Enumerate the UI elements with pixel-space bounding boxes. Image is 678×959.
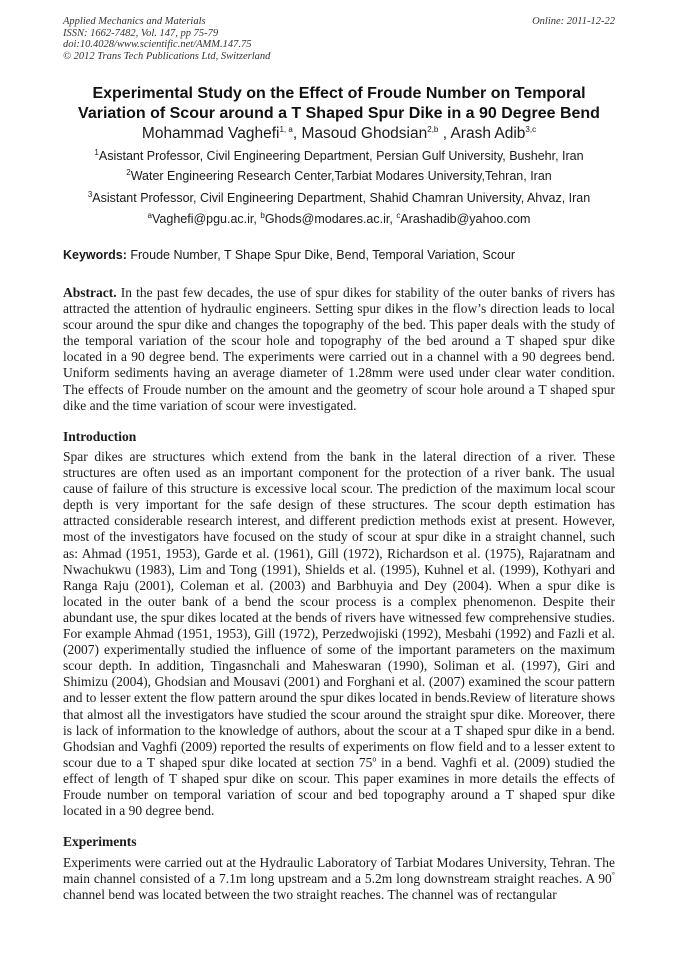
author-2-sup: 2,b <box>427 124 439 134</box>
abstract <box>63 285 615 414</box>
journal-header <box>63 16 615 62</box>
degree-sup: o <box>372 754 377 764</box>
author-separator: , <box>292 125 302 142</box>
journal-doi: doi:10.4028/www.scientific.net/AMM.147.75 <box>63 39 252 50</box>
affiliation-1-number: 1 <box>94 147 99 157</box>
affiliation-1 <box>40 149 638 164</box>
introduction-heading: Introduction <box>63 429 137 444</box>
journal-issn: ISSN: 1662-7482, Vol. 147, pp 75-79 <box>63 27 219 39</box>
degree-sup: ° <box>611 870 615 880</box>
journal-name: Applied Mechanics and Materials <box>63 16 206 27</box>
abstract-text: In the past few decades, the use of spur dikes for stability of the outer banks of rivers has attracted the attention of hydraulic engineers. Setting spur dikes in the flow’s direction leads to local scour around the spur dike and changes the topography of the bed. This paper deals with the study of the temporal variation of the scour hole and topography of the bed around a T shaped spur dike located in a 90 degree bend. The experiments were carried out in a channel with a 90 degrees bend. Uniform sediments having an average diameter of 1.28mm were used under clear water condition. The effects of Froude number on the amount and the geometry of scour hole around a T shaped spur dike and the time variation of scour were investigated. <box>63 285 615 413</box>
abstract-label: Abstract. <box>63 285 117 300</box>
author-3-sup: 3,c <box>525 124 537 134</box>
author-list <box>40 124 638 143</box>
keywords-text: Froude Number, T Shape Spur Dike, Bend, Temporal Variation, Scour <box>126 248 516 262</box>
affiliation-2-number: 2 <box>126 167 131 177</box>
email-a-sup: a <box>147 210 152 220</box>
author-separator: , <box>442 125 451 142</box>
experiments-text-part-2: channel bend was located between the two straight reaches. The channel was of rectangular <box>63 887 557 903</box>
affiliation-2 <box>40 169 638 184</box>
keywords-label: Keywords: <box>63 248 127 262</box>
experiments-text-part-1: Experiments were carried out at the Hydraulic Laboratory of Tarbiat Modares University, Tehran. The main channel consisted of a 7.1m long upstream and a 5.2m long downstream straight reaches. A 90 <box>63 855 615 887</box>
affiliation-3 <box>40 191 638 206</box>
experiments-text <box>63 855 615 903</box>
journal-copyright: © 2012 Trans Tech Publications Ltd, Switzerland <box>63 50 271 62</box>
email-line <box>40 212 638 227</box>
introduction-text <box>63 449 615 819</box>
affiliation-3-text: Asistant Professor, Civil Engineering Department, Shahid Chamran University, Ahvaz, Iran <box>92 191 591 205</box>
author-1-sup: 1, a <box>279 124 293 134</box>
affiliation-3-number: 3 <box>87 189 93 199</box>
email-b-sup: b <box>260 210 265 220</box>
affiliation-2-text: Water Engineering Research Center,Tarbiat Modares University,Tehran, Iran <box>130 169 552 183</box>
introduction-text-part-1: Spar dikes are structures which extend from the bank in the lateral direction of a river. These structures are often used as an important component for the protection of a river bank. The usual cause of failure of this structure is excessive local scour. The prediction of the maximum local scour depth is very important for the safe design of these structures. The scour depth estimation has attracted considerable research interest, and different prediction methods exist at present. However, most of the investigators have focused on the study of scour at spur dike in a straight channel, such as: Ahmad (1951, 1953), Garde et al. (1961), Gill (1972), Richardson et al. (1975), Rajaratnam and Nwachukwu (1983), Lim and Tong (1991), Shields et al. (1995), Kuhnel et al. (1999), Kothyari and Ranga Raju (2001), Coleman et al. (2003) and Barbhuyia and Dey (2004). When a spur dike is located in the outer bank of a bend the scour process is a complex phenomenon. Despite their abundant use, the spur dikes located at the bends of rivers have witnessed few comprehensive studies. For example Ahmad (1951, 1953), Gill (1972), Perzedwojiski (1992), Mesbahi (1992) and Fazli et al. (2007) experimentally studied the influence of some of the important parameters on the maximum scour depth. In addition, Tingasnchali and Maheswaran (1990), Soliman et al. (1997), Giri and Shimizu (2004), Ghodsian and Mousavi (2001) and Forghani et al. (2007) examined the scour pattern and to lesser extent the flow pattern around the spur dikes located in bends.Review of literature shows that almost all the investigators have studied the scour around the straight spur dike. Moreover, there is lack of information to the knowledge of authors, about the scour at a T shaped spur dike in a bend. Ghodsian and Vaghfi (2009) reported the results of experiments on flow field and to a lesser extent to scour due to a T shaped spur dike located at section 75 <box>63 449 615 770</box>
email-c-sup: c <box>396 210 401 220</box>
online-date: Online: 2011-12-22 <box>532 16 615 27</box>
introduction-text-part-2: in a bend. Vaghfi et al. (2009) studied the effect of length of T shaped spur dike on scour. This paper examines in more details the effects of Froude number on temporal variation of scour and bed topography around a T shaped spur dike located in a 90 degree bend. <box>63 754 615 819</box>
email-a[interactable]: Vaghefi@pgu.ac.ir, <box>152 212 261 226</box>
author-2: Masoud Ghodsian <box>301 125 428 142</box>
author-3: Arash Adib <box>450 125 526 142</box>
experiments-heading: Experiments <box>63 834 137 849</box>
affiliation-1-text: Asistant Professor, Civil Engineering Department, Persian Gulf University, Bushehr, Iran <box>98 149 584 163</box>
author-1: Mohammad Vaghefi <box>141 125 280 142</box>
keywords <box>63 248 615 263</box>
email-c[interactable]: Arashadib@yahoo.com <box>400 212 531 226</box>
email-b[interactable]: Ghods@modares.ac.ir, <box>264 212 397 226</box>
paper-title <box>50 84 628 124</box>
title-line-2: Variation of Scour around a T Shaped Spur Dike in a 90 Degree Bend <box>78 105 600 122</box>
title-line-1: Experimental Study on the Effect of Froude Number on Temporal <box>92 85 586 102</box>
